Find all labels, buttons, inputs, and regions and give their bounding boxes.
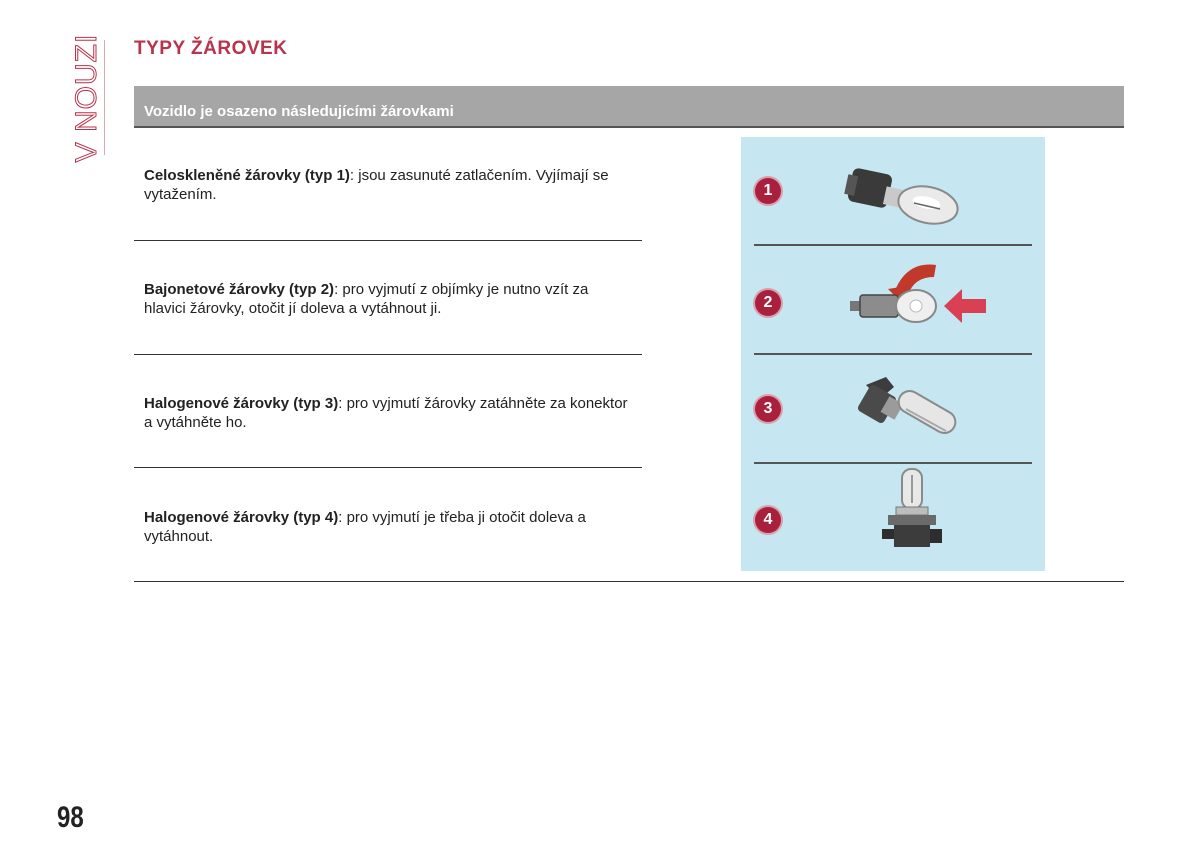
- bulb-illustration-panel: [741, 137, 1045, 571]
- number-badge-2: 2: [755, 290, 781, 316]
- bulb-type-3-description: : pro vyjmutí žárovky zatáhněte za konektor a vytáhněte ho.: [144, 395, 628, 431]
- table-bottom-rule: [134, 581, 1124, 582]
- bulb-type-2-description: : pro vyjmutí z objímky je nutno vzít za hlavici žárovky, otočit jí doleva a vytáhnout ji.: [144, 281, 589, 317]
- row-divider: [134, 354, 642, 355]
- table-header: [134, 86, 1124, 128]
- number-badge-1: 1: [755, 178, 781, 204]
- bulb-type-4-name: Halogenové žárovky (typ 4): [144, 509, 339, 526]
- chapter-label: V NOUZI: [70, 33, 103, 162]
- halogen-bulb-icon: [836, 365, 986, 455]
- number-badge-4: 4: [755, 507, 781, 533]
- list-item-type-3: [144, 394, 634, 432]
- row-divider: [134, 240, 642, 241]
- bulb-type-4-description: : pro vyjmutí je třeba ji otočit doleva a vytáhnout.: [144, 509, 586, 545]
- list-item-type-1: [144, 166, 634, 204]
- bulb-type-1-description: : jsou zasunuté zatlačením. Vyjímají se vytažením.: [144, 167, 609, 203]
- section-title: TYPY ŽÁROVEK: [134, 38, 288, 59]
- wedge-bulb-icon: [836, 149, 986, 239]
- panel-divider: [754, 462, 1032, 464]
- list-item-type-4: [144, 508, 634, 546]
- panel-divider: [754, 244, 1032, 246]
- row-divider: [134, 467, 642, 468]
- number-badge-3: 3: [755, 396, 781, 422]
- bulb-type-3-name: Halogenové žárovky (typ 3): [144, 395, 339, 412]
- halogen-bulb-h11-icon: [836, 467, 986, 557]
- side-divider: [104, 40, 105, 155]
- bulb-type-2-name: Bajonetové žárovky (typ 2): [144, 281, 335, 298]
- list-item-type-2: [144, 280, 634, 318]
- bulb-type-1-name: Celoskleněné žárovky (typ 1): [144, 167, 350, 184]
- bayonet-bulb-icon: [836, 255, 996, 345]
- table-header-label: Vozidlo je osazeno následujícími žárovkami: [144, 103, 454, 120]
- panel-divider: [754, 353, 1032, 355]
- page-number: 98: [57, 801, 84, 834]
